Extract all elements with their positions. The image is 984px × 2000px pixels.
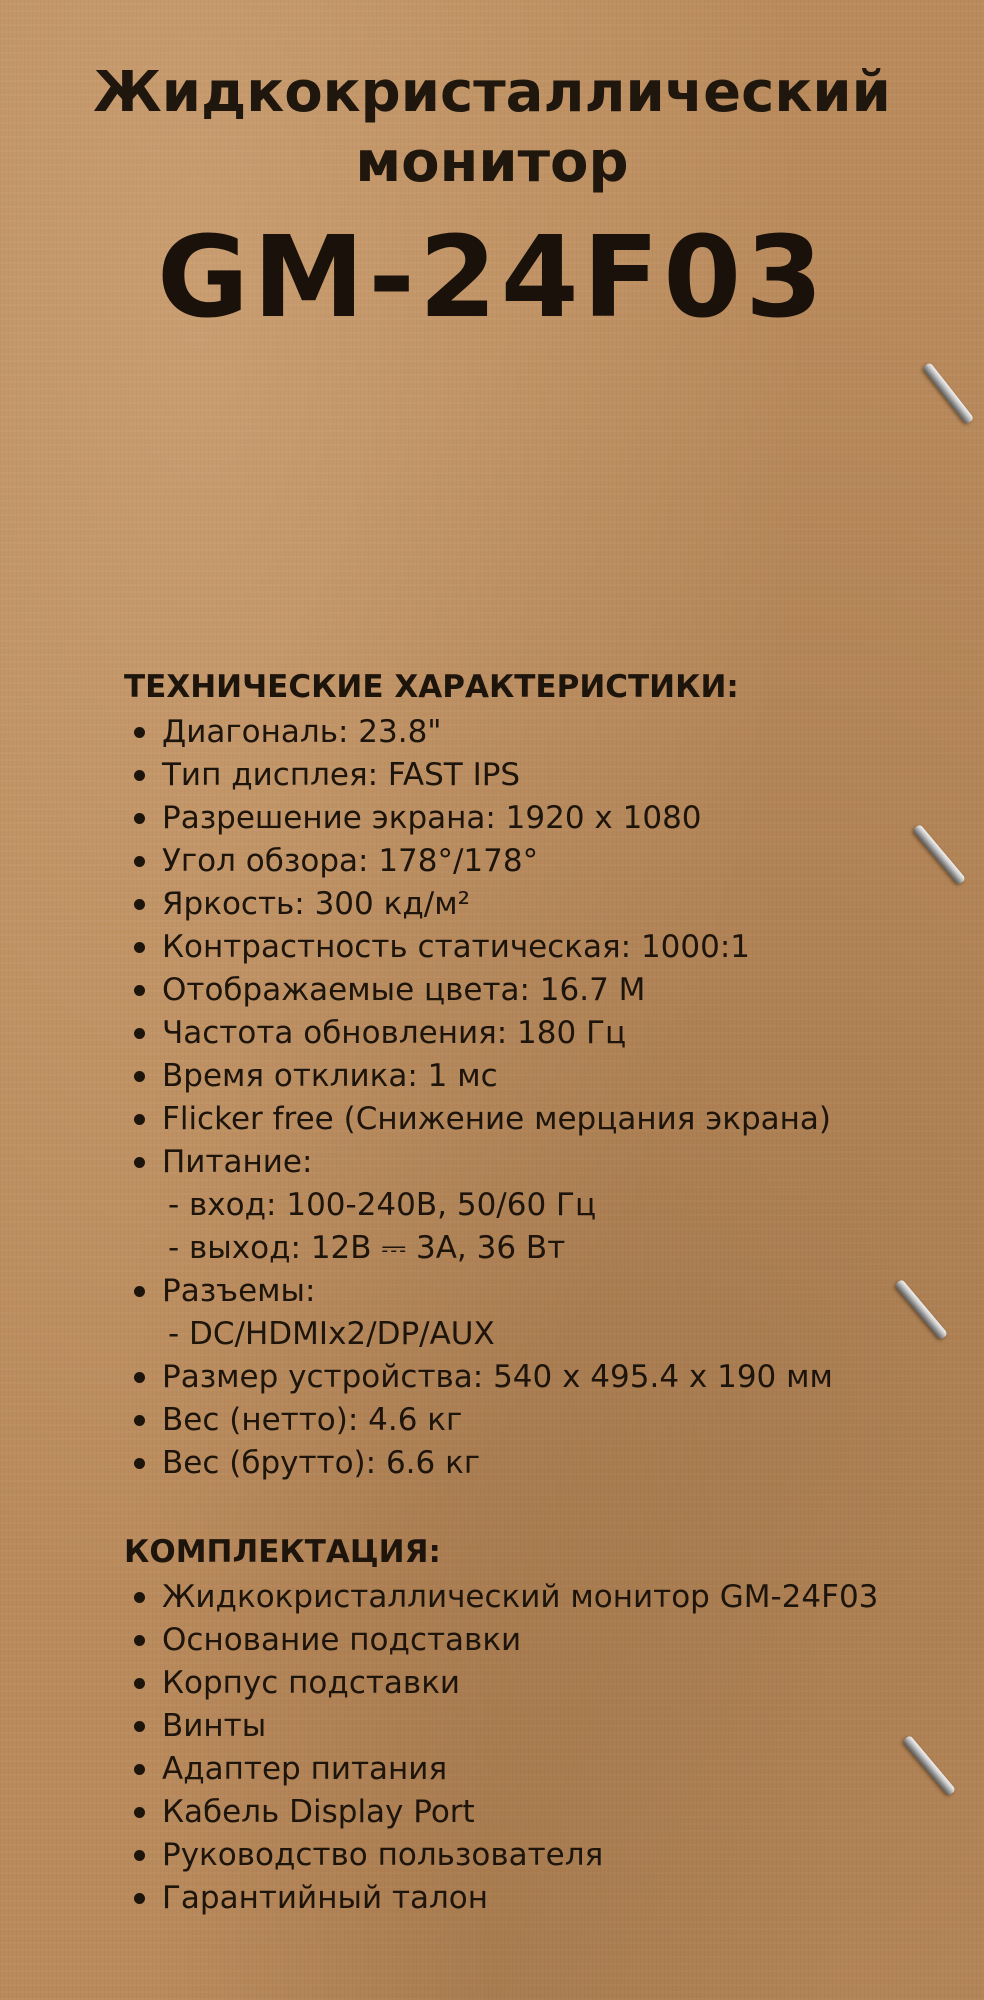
kit-text: Корпус подставки — [162, 1665, 461, 1701]
spec-text: Яркость: 300 кд/м² — [162, 886, 471, 922]
spec-text: Разрешение экрана: 1920 x 1080 — [162, 800, 702, 836]
kit-item — [124, 1877, 884, 1920]
spec-subitem — [124, 1184, 884, 1227]
bullet-icon — [134, 1372, 145, 1383]
specifications-section — [124, 665, 884, 1485]
spec-item — [124, 1442, 884, 1485]
kit-text: Адаптер питания — [162, 1751, 448, 1787]
staple-3 — [894, 1279, 948, 1341]
spec-item — [124, 840, 884, 883]
kit-item — [124, 1705, 884, 1748]
spec-item — [124, 797, 884, 840]
bullet-icon — [134, 1764, 145, 1775]
bullet-icon — [134, 1592, 145, 1603]
kit-text: Кабель Display Port — [162, 1794, 475, 1830]
product-type-line2: монитор — [355, 130, 629, 195]
spec-text: Вес (брутто): 6.6 кг — [162, 1445, 481, 1481]
bullet-icon — [134, 770, 145, 781]
bullet-icon — [134, 813, 145, 824]
staple-4 — [902, 1735, 956, 1797]
spec-item — [124, 926, 884, 969]
spec-item — [124, 1141, 884, 1184]
bullet-icon — [134, 1635, 145, 1646]
package-contents-heading: КОМПЛЕКТАЦИЯ: — [124, 1534, 441, 1570]
spec-subitem — [124, 1227, 884, 1270]
spec-text: Время отклика: 1 мс — [162, 1058, 498, 1094]
spec-text: Тип дисплея: FAST IPS — [162, 757, 521, 793]
spec-text: - выход: 12В ⎓ 3А, 36 Вт — [168, 1230, 566, 1266]
package-contents-list — [124, 1576, 884, 1920]
bullet-icon — [134, 1850, 145, 1861]
spec-text: Контрастность статическая: 1000:1 — [162, 929, 751, 965]
product-type-line1: Жидкокристаллический — [93, 60, 891, 125]
spec-item — [124, 1356, 884, 1399]
spec-subitem — [124, 1313, 884, 1356]
kit-item — [124, 1576, 884, 1619]
bullet-icon — [134, 1893, 145, 1904]
kit-item — [124, 1791, 884, 1834]
spec-text: Диагональ: 23.8" — [162, 714, 442, 750]
spec-item — [124, 883, 884, 926]
bullet-icon — [134, 856, 145, 867]
box-title — [0, 58, 984, 348]
bullet-icon — [134, 1721, 145, 1732]
kit-text: Гарантийный талон — [162, 1880, 489, 1916]
bullet-icon — [134, 1157, 145, 1168]
kit-text: Винты — [162, 1708, 267, 1744]
bullet-icon — [134, 1071, 145, 1082]
kit-item — [124, 1834, 884, 1877]
staple-1 — [922, 362, 974, 425]
bullet-icon — [134, 985, 145, 996]
kit-text: Основание подставки — [162, 1622, 522, 1658]
spec-text: Частота обновления: 180 Гц — [162, 1015, 627, 1051]
spec-item — [124, 1012, 884, 1055]
spec-text: Размер устройства: 540 x 495.4 x 190 мм — [162, 1359, 833, 1395]
staple-2 — [912, 824, 966, 886]
spec-text: Flicker free (Снижение мерцания экрана) — [162, 1101, 832, 1137]
bullet-icon — [134, 1028, 145, 1039]
bullet-icon — [134, 942, 145, 953]
spec-text: Вес (нетто): 4.6 кг — [162, 1402, 463, 1438]
model-number: GM-24F03 — [156, 213, 828, 343]
bullet-icon — [134, 1807, 145, 1818]
spec-item — [124, 711, 884, 754]
bullet-icon — [134, 727, 145, 738]
bullet-icon — [134, 1415, 145, 1426]
kit-text: Руководство пользователя — [162, 1837, 604, 1873]
bullet-icon — [134, 1678, 145, 1689]
spec-item — [124, 1055, 884, 1098]
kit-item — [124, 1662, 884, 1705]
kit-item — [124, 1619, 884, 1662]
bullet-icon — [134, 899, 145, 910]
specifications-heading: ТЕХНИЧЕСКИЕ ХАРАКТЕРИСТИКИ: — [124, 669, 739, 705]
bullet-icon — [134, 1114, 145, 1125]
spec-text: Разъемы: — [162, 1273, 316, 1309]
spec-item — [124, 754, 884, 797]
spec-text: Отображаемые цвета: 16.7 M — [162, 972, 646, 1008]
spec-item — [124, 1270, 884, 1313]
spec-item — [124, 1399, 884, 1442]
kit-text: Жидкокристаллический монитор GM-24F03 — [162, 1579, 879, 1615]
spec-text: Угол обзора: 178°/178° — [162, 843, 539, 879]
spec-item — [124, 969, 884, 1012]
bullet-icon — [134, 1458, 145, 1469]
spec-text: - DC/HDMIx2/DP/AUX — [168, 1316, 495, 1352]
package-contents-section — [124, 1530, 884, 1920]
spec-text: Питание: — [162, 1144, 313, 1180]
spec-text: - вход: 100-240В, 50/60 Гц — [168, 1187, 597, 1223]
bullet-icon — [134, 1286, 145, 1297]
spec-item — [124, 1098, 884, 1141]
specifications-list — [124, 711, 884, 1485]
kit-item — [124, 1748, 884, 1791]
